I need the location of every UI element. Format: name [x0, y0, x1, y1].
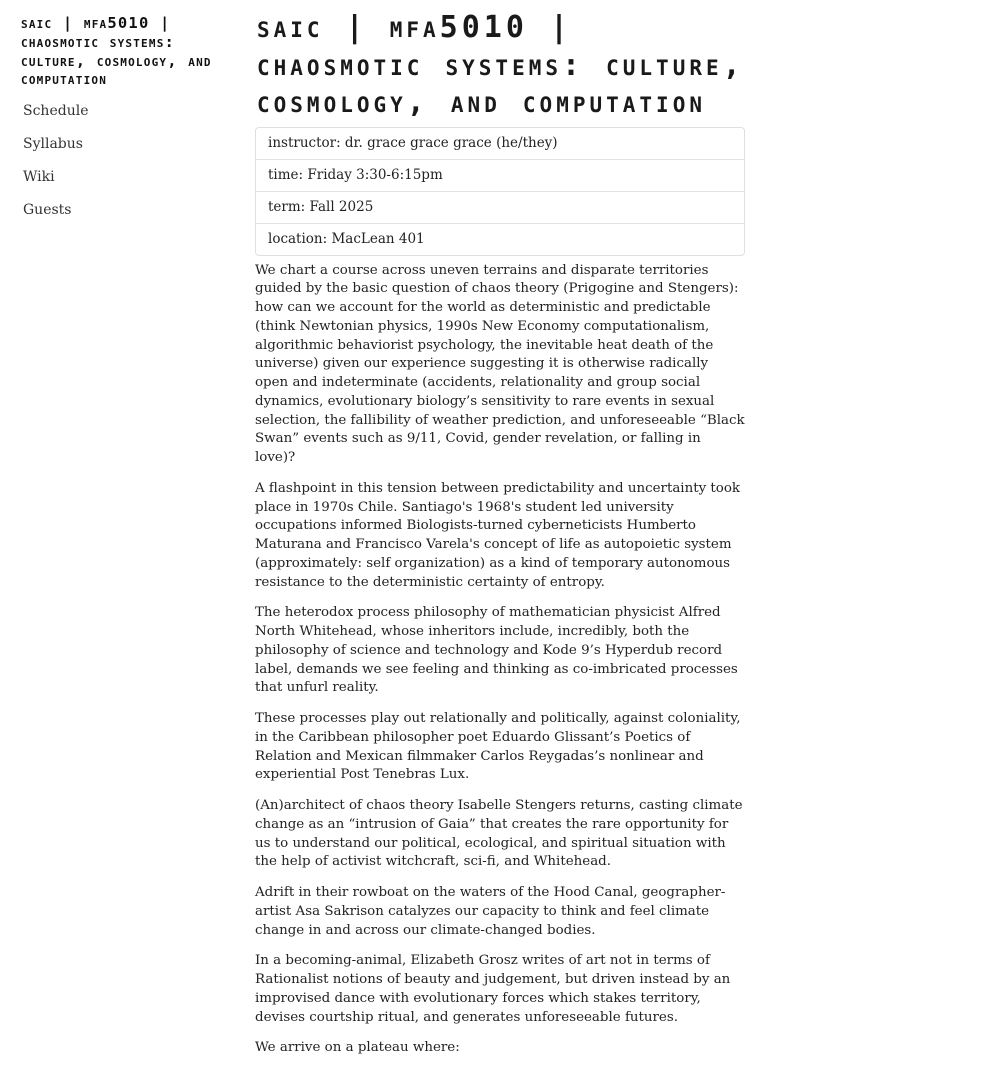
- nav-link-guests[interactable]: Guests: [23, 202, 72, 219]
- paragraph-chile: A flashpoint in this tension between predictability and uncertainty took place in 1970s Chile. Santiago's 1968's student led university occupations informed Biologists-turned cyberneticists Humberto Maturana and Francisco Varela's concept of life as autopoietic system (approximately: self organization) as a kind of temporary autonomous resistance to the deterministic certainty of entropy.: [255, 480, 741, 590]
- nav-item-guests: [21, 194, 221, 227]
- info-term: term: Fall 2025: [256, 192, 744, 224]
- info-time: time: Friday 3:30-6:15pm: [256, 160, 744, 192]
- paragraph-stengers: (An)architect of chaos theory Isabelle Stengers returns, casting climate change as an “intrusion of Gaia” that creates the rare opportunity for us to understand our political, ecological, and spiritual situation with the help of activist witchcraft, sci-fi, and Whitehead.: [255, 798, 743, 870]
- paragraph-plateau: We arrive on a plateau where:: [255, 1040, 460, 1056]
- nav-link-wiki[interactable]: Wiki: [23, 169, 55, 186]
- site-title[interactable]: saic | mfa5010 | chaosmotic systems: culture, cosmology, and computation: [21, 14, 212, 89]
- sidebar-nav: [21, 95, 221, 227]
- paragraph-sakrison: Adrift in their rowboat on the waters of the Hood Canal, geographer-artist Asa Sakrison catalyzes our capacity to think and feel climate change in and across our climate-changed bodies.: [255, 885, 726, 938]
- nav-link-schedule[interactable]: Schedule: [23, 103, 89, 120]
- paragraph-glissant: These processes play out relationally and politically, against coloniality, in the Caribbean philosopher poet Eduardo Glissant’s Poetics of Relation and Mexican filmmaker Carlos Reygadas’s nonlinear and experiential Post Tenebras Lux.: [255, 711, 741, 783]
- info-instructor: instructor: dr. grace grace grace (he/they): [256, 128, 744, 160]
- course-description: [255, 262, 745, 1059]
- page-title: saic | mfa5010 | chaosmotic systems: culture, cosmology, and computation: [257, 10, 745, 120]
- course-info-list: [255, 127, 745, 256]
- paragraph-chaos-theory: We chart a course across uneven terrains and disparate territories guided by the basic question of chaos theory (Prigogine and Stengers): how can we account for the world as deterministic and predictable (think Newtonian physics, 1990s New Economy computationalism, algorithmic behaviorist psychology, the inevitable heat death of the universe) given our experience suggesting it is otherwise radically open and indeterminate (accidents, relationality and group social dynamics, evolutionary biology’s sensitivity to rare events in sexual selection, the fallibility of weather prediction, and unforeseeable “Black Swan” events such as 9/11, Covid, gender revelation, or falling in love)?: [255, 262, 745, 465]
- main-content: [255, 9, 745, 1070]
- info-location: location: MacLean 401: [268, 230, 425, 247]
- paragraph-grosz: In a becoming-animal, Elizabeth Grosz writes of art not in terms of Rationalist notions of beauty and judgement, but driven instead by an improvised dance with evolutionary forces which stakes territory, devises courtship ritual, and generates unforeseeable futures.: [255, 953, 731, 1025]
- nav-item-schedule: [21, 95, 221, 128]
- sidebar: [21, 14, 221, 227]
- nav-item-syllabus: [21, 128, 221, 161]
- nav-link-syllabus[interactable]: Syllabus: [23, 136, 83, 153]
- nav-item-wiki: [21, 161, 221, 194]
- paragraph-whitehead: The heterodox process philosophy of mathematician physicist Alfred North Whitehead, whose inheritors include, incredibly, both the philosophy of science and technology and Kode 9’s Hyperdub record label, demands we see feeling and thinking as co-imbricated processes that unfurl reality.: [255, 605, 738, 696]
